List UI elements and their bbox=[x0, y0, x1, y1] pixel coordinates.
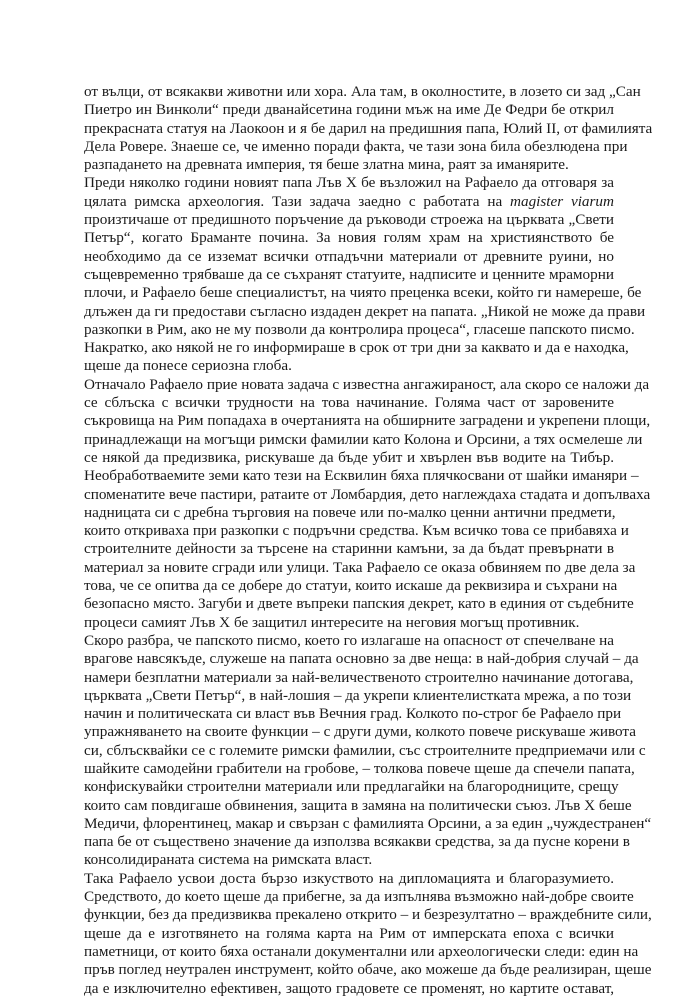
text-line: разкопки в Рим, ако не му позволи да контролира процеса“, гласеше папското писмо. bbox=[84, 320, 635, 338]
text-line: се някой да предизвика, рискуваше да бъде убит и хвърлен във водите на Тибър. bbox=[84, 448, 614, 466]
text-line: църквата „Свети Петър“, в най-лошия – да укрепи клиентелистката мрежа, а по този bbox=[84, 686, 632, 704]
text-line: функции, без да предизвиква прекалено открито – и безрезултатно – враждебните сили, bbox=[84, 906, 652, 924]
text-line: споменатите вече пастири, ратаите от Ломбардия, дето наглеждаха стадата и допълваха bbox=[84, 485, 651, 503]
text-line: материал за новите сгради или улици. Така Рафаело се оказа обвиняем по две дела за bbox=[84, 558, 636, 576]
text-line: безопасно място. Загуби и двете въпреки папския декрет, като в единия от съдебните bbox=[84, 595, 634, 613]
text-line: Необработваемите земи като тези на Есквилин бяха плячкосвани от шайки иманяри – bbox=[84, 467, 639, 485]
text-line: прекрасната статуя на Лаокоон и я бе дарил на предишния папа, Юлий II, от фамилията bbox=[84, 119, 653, 137]
text-line: Петър“, когато Браманте почина. За новия голям храм на християнството бе bbox=[84, 229, 614, 247]
text-line: Скоро разбра, че папското писмо, което го излагаше на опасност от спечелване на bbox=[84, 631, 614, 649]
paragraph bbox=[84, 375, 651, 632]
text-line: консолидираната система на римската власт. bbox=[84, 851, 373, 869]
text-line: цялата римска археология. Тази задача заедно с работата на magister viarum bbox=[84, 192, 614, 210]
text-line: щеше да понесе сериозна глоба. bbox=[84, 357, 292, 375]
text-line: си, сблъсквайки се с големите римски фамилии, със строителните предприемачи или с bbox=[84, 741, 646, 759]
text-line: да е изключително ефективен, защото градовете се променят, но картите остават, bbox=[84, 979, 614, 997]
text-line: врагове навсякъде, служеше на папата основно за две неща: в най-добрия случай – да bbox=[84, 650, 639, 668]
text-line: се сблъска с всички трудности на това начинание. Голяма част от заровените bbox=[84, 394, 614, 412]
text-line: упражняването на своите функции – с други думи, колкото повече рискуваше живота bbox=[84, 723, 636, 741]
text-line: от вълци, от всякакви животни или хора. Ала там, в околностите, в лозето си зад „Сан bbox=[84, 83, 641, 100]
text-line: това, че се опитва да се добере до статуи, които искаше да реквизира и съхрани на bbox=[84, 577, 618, 595]
text-line: съкровища на Рим попадаха в очертанията на обширните заградени и укрепени площи, bbox=[84, 412, 651, 430]
text-line: необходимо да се изземат всички отпадъчни материали от древните руини, но bbox=[84, 247, 614, 265]
text-line: разпадането на древната империя, тя беше златна мина, раят за иманярите. bbox=[84, 156, 569, 174]
text-line: конфискувайки строителни материали или предлагайки на благородниците, срещу bbox=[84, 778, 619, 796]
text-line: щеше да е изготвянето на голяма карта на Рим от имперската епоха с всички bbox=[84, 924, 614, 942]
paragraph bbox=[84, 174, 646, 375]
text-line: папа бе от съществено значение да използва всякакви средства, за да пусне корени в bbox=[84, 833, 630, 851]
text-line: които сам повдигаше обвинения, защита в замяна на политически съюз. Лъв X беше bbox=[84, 796, 632, 814]
text-line: Медичи, флорентинец, макар и свързан с фамилията Орсини, а за един „чуждестранен“ bbox=[84, 814, 652, 832]
text-line: строителните дейности за търсене на старинни камъни, за да бъдат превърнати в bbox=[84, 540, 614, 558]
paragraph bbox=[84, 631, 652, 870]
text-line: намери безплатни материали за най-величественото строително начинание дотогава, bbox=[84, 668, 634, 686]
text-line: процеси самият Лъв X бе защитил интересите на неговия могъщ противник. bbox=[84, 613, 580, 631]
text-line: длъжен да ги предостави съгласно издаден декрет на папата. „Никой не може да прави bbox=[84, 302, 646, 320]
italic-term: magister viarum bbox=[510, 192, 614, 210]
text-line: Пиетро ин Винколи“ преди дванайсетина години мъж на име Де Федри бе открил bbox=[84, 101, 614, 119]
text-line: Така Рафаело усвои доста бързо изкуството на дипломацията и благоразумието. bbox=[84, 869, 614, 887]
text-line: начин и политическата си власт във Вечния град. Колкото по-строг бе Рафаело при bbox=[84, 705, 622, 723]
text-line: произтичаше от предишното поръчение да ръководи строежа на църквата „Свети bbox=[84, 211, 614, 229]
text-line: Дела Ровере. Знаеше се, че именно поради факта, че тази зона била обезлюдена при bbox=[84, 137, 628, 155]
text-line: шайките самодейни грабители на гробове, – толкова повече щеше да спечели папата, bbox=[84, 759, 635, 777]
text-line: принадлежащи на могъщи римски фамилии като Колона и Орсини, а тях осмелеше ли bbox=[84, 430, 643, 448]
text-line: които откриваха при разкопки с подръчни средства. Към всичко това се прибавяха и bbox=[84, 522, 629, 540]
text-line: Средството, до което щеше да прибегне, за да изпълнява възможно най-добре своите bbox=[84, 888, 634, 906]
text-line: паметници, от които бяха останали документални или археологически следи: един на bbox=[84, 942, 639, 960]
text-line: Накратко, ако някой не го информираше в срок от три дни за каквато и да е находка, bbox=[84, 339, 629, 357]
text-line: Отначало Рафаело прие новата задача с известна ангажираност, ала скоро се наложи да bbox=[84, 375, 650, 393]
text-line: същевременно трябваше да се съхранят статуите, надписите и ценните мраморни bbox=[84, 265, 614, 283]
text-line: Преди няколко години новият папа Лъв X бе възложил на Рафаело да отговаря за bbox=[84, 174, 614, 192]
paragraph bbox=[84, 869, 652, 998]
paragraph bbox=[84, 83, 653, 174]
body-text bbox=[84, 83, 653, 998]
text-line: пръв поглед неутрален инструмент, който обаче, ако можеше да бъде реализиран, щеше bbox=[84, 961, 652, 979]
text-line: плочи, и Рафаело беше специалистът, на чиято преценка всеки, който ги намереше, бе bbox=[84, 284, 642, 302]
text-line: надницата си с дребна търговия на повече или по-малко ценни антични предмети, bbox=[84, 503, 616, 521]
